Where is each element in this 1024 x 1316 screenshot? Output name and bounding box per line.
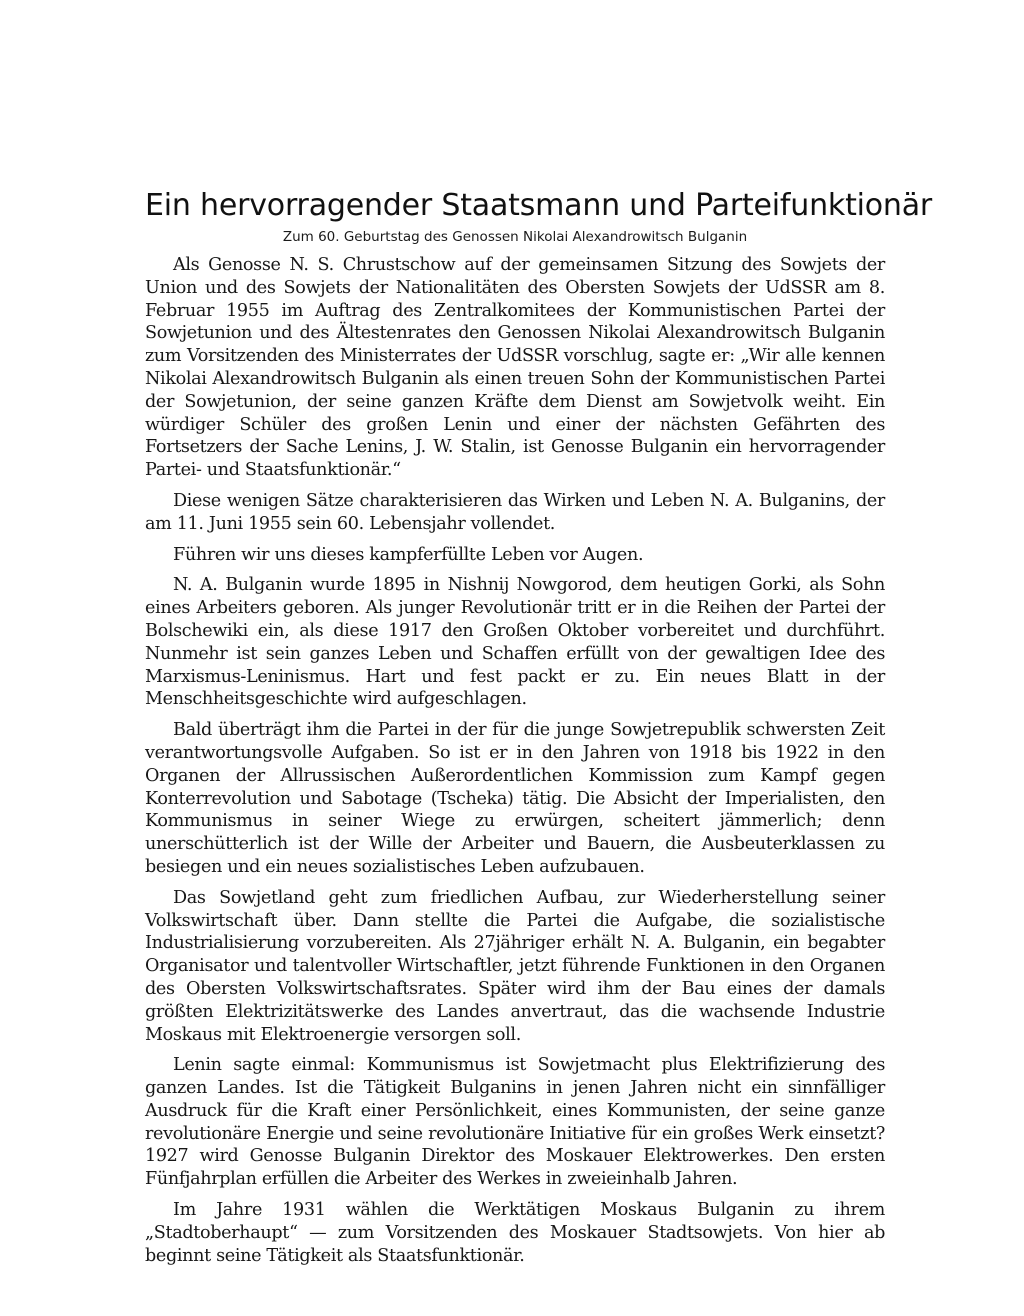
article-paragraph: Lenin sagte einmal: Kommunismus ist Sowjetmacht plus Elektrifizierung des ganzen Landes. Ist die Tätigkeit Bulganins in jenen Jahren nicht ein sinnfälliger Ausdruck für die Kraft einer Persönlichkeit, eines Kommunisten, der seine ganze revolutionäre Energie und seine revolutionäre Initiative für ein großes Werk einsetzt? 1927 wird Genosse Bulganin Direktor des Moskauer Elektrowerkes. Den ersten Fünfjahrplan erfüllen die Arbeiter des Werkes in zweieinhalb Jahren.: [145, 1055, 885, 1190]
article-paragraph: Führen wir uns dieses kampferfüllte Leben vor Augen.: [173, 544, 644, 565]
article-paragraph: Das Sowjetland geht zum friedlichen Aufbau, zur Wiederherstellung seiner Volkswirtschaft über. Dann stellte die Partei die Aufgabe, die sozialistische Industrialisierung vorzubereiten. Als 27jähriger erhält N. A. Bulganin, ein begabter Organisator und talentvoller Wirtschaftler, jetzt führende Funktionen in den Organen des Obersten Volkswirtschaftsrates. Später wird ihm der Bau eines der damals größten Elektrizitätswerke des Landes anvertraut, das die wachsende Industrie Moskaus mit Elektroenergie versorgen soll.: [145, 887, 885, 1045]
article: [145, 186, 933, 1275]
article-paragraph: Als Genosse N. S. Chrustschow auf der gemeinsamen Sitzung des Sowjets der Union und des Sowjets der Nationalitäten des Obersten Sowjets der UdSSR am 8. Februar 1955 im Auftrag des Zentralkomitees der Kommunistischen Partei der Sowjetunion und des Ältestenrates den Genossen Nikolai Alexandrowitsch Bulganin zum Vorsitzenden des Ministerrates der UdSSR vorschlug, sagte er: „Wir alle kennen Nikolai Alexandrowitsch Bulganin als einen treuen Sohn der Kommunistischen Partei der Sowjetunion, der seine ganzen Kräfte dem Dienst am Sowjetvolk weiht. Ein würdiger Schüler des großen Lenin und einer der nächsten Gefährten des Fortsetzers der Sache Lenins, J. W. Stalin, ist Genosse Bulganin ein hervorragender Partei- und Staatsfunktionär.“: [145, 255, 885, 481]
article-paragraph: Bald überträgt ihm die Partei in der für die junge Sowjetrepublik schwersten Zeit verantwortungsvolle Aufgaben. So ist er in den Jahren von 1918 bis 1922 in den Organen der Allrussischen Außerordentlichen Kommission zum Kampf gegen Konterrevolution und Sabotage (Tscheka) tätig. Die Absicht der Imperialisten, den Kommunismus in seiner Wiege zu erwürgen, scheitert jämmerlich; denn unerschütterlich ist der Wille der Arbeiter und Bauern, die Ausbeuterklassen zu besiegen und ein neues sozialistisches Leben aufzubauen.: [145, 720, 885, 877]
article-paragraph: Im Jahre 1931 wählen die Werktätigen Moskaus Bulganin zu ihrem „Stadtoberhaupt“ — zum Vorsitzenden des Moskauer Stadtsowjets. Von hier ab beginnt seine Tätigkeit als Staatsfunktionär.: [145, 1200, 885, 1266]
article-title: Ein hervorragender Staatsmann und Parteifunktionär: [145, 188, 933, 223]
article-subtitle: Zum 60. Geburtstag des Genossen Nikolai Alexandrowitsch Bulganin: [282, 229, 748, 245]
article-paragraph: Diese wenigen Sätze charakterisieren das Wirken und Leben N. A. Bulganins, der am 11. Juni 1955 sein 60. Lebensjahr vollendet.: [145, 490, 885, 534]
article-paragraph: N. A. Bulganin wurde 1895 in Nishnij Nowgorod, dem heutigen Gorki, als Sohn eines Arbeiters geboren. Als junger Revolutionär tritt er in die Reihen der Partei der Bolschewiki ein, als diese 1917 den Großen Oktober vorbereitet und durchführt. Nunmehr ist sein ganzes Leben und Schaffen erfüllt von der gewaltigen Idee des Marxismus-Leninismus. Hart und fest packt er zu. Ein neues Blatt in der Menschheitsgeschichte wird aufgeschlagen.: [145, 575, 885, 710]
